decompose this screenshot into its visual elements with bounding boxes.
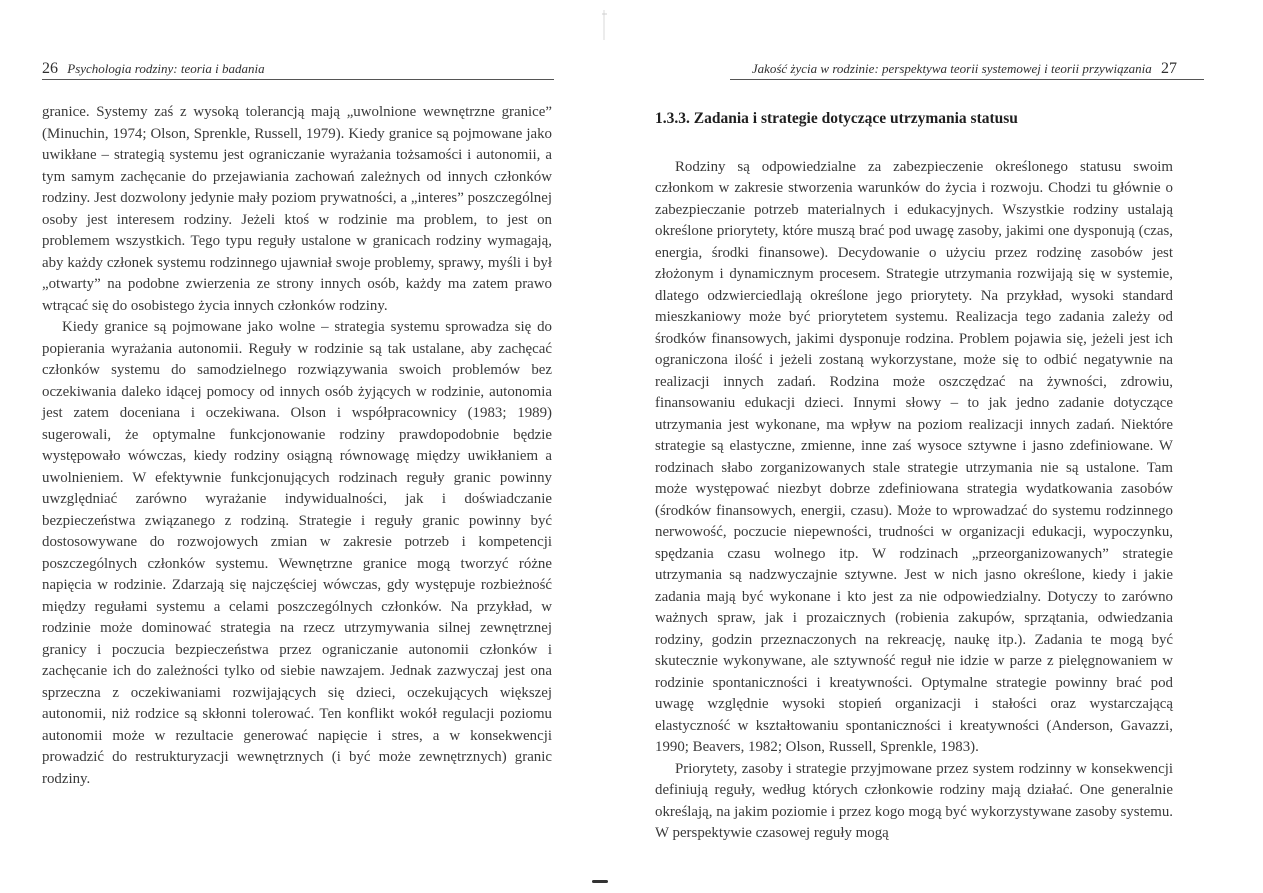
left-page-number: 26	[42, 60, 58, 77]
left-running-head-title: Psychologia rodziny: teoria i badania	[67, 61, 265, 76]
right-paragraph-2: Priorytety, zasoby i strategie przyjmowane przez system rodzinny w konsekwencji definiują reguły, według których członkowie rodziny mają działać. One generalnie określają, na jakim poziomie i przez kogo mogą być wykorzystywane zasoby systemu. W perspektywie czasowej reguły mogą	[655, 760, 1173, 841]
right-header-rule	[730, 79, 1204, 80]
bottom-scan-mark	[592, 880, 608, 883]
left-paragraph-2: Kiedy granice są pojmowane jako wolne – strategia systemu sprowadza się do popierania wyrażania autonomii. Reguły w rodzinie są tak ustalane, aby zachęcać członków systemu do samodzielnego rozwiązywania swoich problemów bez oczekiwania daleko idącej pomocy od innych osób żyjących w rodzinie, autonomia jest zatem doceniana i oczekiwana. Olson i współpracownicy (1983; 1989) sugerowali, że optymalne funkcjonowanie rodziny prawdopodobnie będzie występowało wówczas, kiedy rodziny osiągną równowagę między uwikłaniem a uwolnieniem. W efektywnie funkcjonujących rodzinach reguły granic powinny uwzględniać zarówno wyrażanie indywidualności, jak i doświadczanie bezpieczeństwa związanego z rodziną. Strategie i reguły granic powinny być dostosowywane do rozwojowych zmian w zakresie potrzeb i kompetencji poszczególnych członków systemu. Wewnętrzne granice mogą tworzyć różne napięcia w rodzinie. Zdarzają się najczęściej wówczas, gdy występuje rozbieżność między regułami systemu a celami poszczególnych członków. Na przykład, w rodzinie może dominować strategia na rzecz utrzymywania silnej zewnętrznej granicy i poczucia bezpieczeństwa przez ograniczanie autonomii członków i zachęcanie ich do zależności tylko od siebie nawzajem. Jednak zazwyczaj jest ona sprzeczna z oczekiwaniami rozwijających się dzieci, oczekujących większej autonomii, niż rodzice są skłonni tolerować. Ten konflikt wokół regulacji poziomu autonomii może w rezultacie generować napięcie i stres, a w konsekwencji prowadzić do restrukturyzacji wewnętrznych (i być może zewnętrznych) granic rodziny.	[42, 319, 552, 787]
right-paragraph-1: Rodziny są odpowiedzialne za zabezpieczenie określonego statusu swoim członkom w zakresie stworzenia warunków do życia i rozwoju. Chodzi tu głównie o zabezpieczanie potrzeb materialnych i edukacyjnych. Wszystkie rodziny ustalają określone priorytety, które muszą brać pod uwagę zasoby, jakimi one dysponują (czas, energia, środki finansowe). Decydowanie o użyciu przez rodzinę zasobów jest złożonym i dynamicznym procesem. Strategie utrzymania rozwijają się w systemie, dlatego odzwierciedlają określone jego priorytety. Na przykład, wysoki standard mieszkaniowy może być priorytetem systemu. Realizacja tego zadania zależy od środków finansowych, jakimi dysponuje rodzina. Problem pojawia się, jeżeli jest ich ograniczona ilość i jeżeli zostaną wykorzystane, może się to odbić negatywnie na realizacji innych zadań. Rodzina może oszczędzać na żywności, zdrowiu, finansowaniu edukacji dzieci. Innymi słowy – to jak jedno zadanie dotyczące utrzymania jest wykonane, ma wpływ na poziom realizacji innych zadań. Niektóre strategie są elastyczne, zmienne, inne zaś wysoce sztywne i jasno zdefiniowane. W rodzinach słabo zorganizowanych stale strategie utrzymania nie są ustalone. Tam może występować niezbyt dobrze zdefiniowana strategia wydatkowania zasobów (środków finansowych, energii, czasu). Może to wprowadzać do systemu rodzinnego nerwowość, poczucie niepewności, trudności w organizacji edukacji, wypoczynku, spędzania czasu wolnego itp. W rodzinach „przeorganizowanych” strategie utrzymania są nadzwyczajnie sztywne. Jest w nich jasno określone, kiedy i jakie zadania mają być wykonane i kto jest za nie odpowiedzialny. Dotyczy to zarówno ważnych spraw, jak i prozaicznych (robienia zakupów, sprzątania, odwiedzania rodziny, godzin przeznaczonych na rekreację, naukę itp.). Zadania te mogą być skutecznie wykonywane, ale sztywność reguł nie idzie w parze z pielęgnowaniem w rodzinie spontaniczności i kreatywności. Optymalne strategie powinny brać pod uwagę względnie wysoki stopień organizacji i stałości oraz wystarczającą elastyczność w kształtowaniu spontaniczności i kreatywności (Anderson, Gavazzi, 1990; Beavers, 1982; Olson, Russell, Sprenkle, 1983).	[655, 158, 1173, 755]
right-page-number: 27	[1161, 60, 1177, 77]
section-heading: 1.3.3. Zadania i strategie dotyczące utrzymania statusu	[655, 110, 1018, 127]
right-text-column	[655, 108, 1173, 845]
right-running-head-title: Jakość życia w rodzinie: perspektywa teorii systemowej i teorii przywiązania	[751, 61, 1152, 76]
right-running-head	[752, 60, 1177, 80]
spine-mark-icon	[600, 8, 610, 42]
right-page	[630, 0, 1263, 893]
left-text-column	[42, 102, 552, 790]
left-paragraph-1: granice. Systemy zaś z wysoką tolerancją mają „uwolnione wewnętrzne granice” (Minuchin, 1974; Olson, Sprenkle, Russell, 1979). Kiedy granice są pojmowane jako uwikłane – strategią systemu jest ograniczanie wyrażania tożsamości i autonomii, a tym samym zachęcanie do przejawiania zachowań zależnych od innych członków rodziny. Jest dozwolony jedynie mały poziom prywatności, a „interes” poszczególnej osoby jest interesem rodziny. Jeżeli ktoś w rodzinie ma problem, to jest on problemem wszystkich. Tego typu reguły ustalone w granicach rodziny wymagają, aby każdy członek systemu rodzinnego ujawniał swoje problemy, sprawy, myśli i był „otwarty” na podobne zwierzenia ze strony innych osób, każdy ma zatem prawo wtrącać się do osobistego życia innych członków rodziny.	[42, 104, 552, 314]
left-running-head	[42, 60, 265, 80]
left-page	[0, 0, 600, 893]
left-header-rule	[42, 79, 554, 80]
